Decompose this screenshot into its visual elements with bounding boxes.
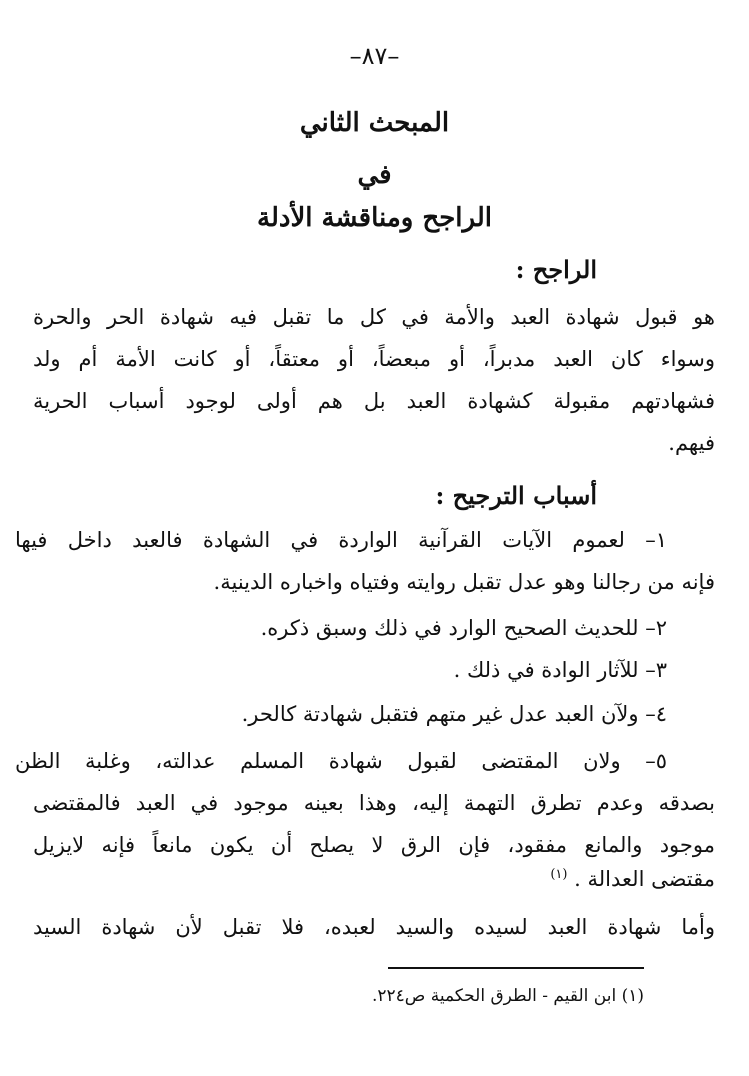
list-item: ٣– للآثار الوادة في ذلك . — [453, 658, 667, 682]
paragraph-line: فشهادتهم مقبولة كشهادة العبد بل هم أولى لوجود أسباب الحرية — [33, 389, 715, 413]
list-item-continuation — [550, 867, 715, 891]
list-item-continuation: موجود والمانع مفقود، فإن الرق لا يصلح أن يكون مانعاً فإنه لايزيل — [33, 833, 715, 857]
page-number: –٨٧– — [349, 42, 400, 70]
paragraph-line: وسواء كان العبد مدبراً، أو مبعضاً، أو معتقاً، أو كانت الأمة أم ولد — [33, 347, 715, 371]
reasons-heading: أسباب الترجيح : — [435, 481, 597, 510]
preferred-heading: الراجح : — [515, 255, 597, 284]
list-item: ١– لعموم الآيات القرآنية الواردة في الشهادة فالعبد داخل فيها — [15, 528, 667, 552]
section-title-connector: في — [357, 160, 392, 190]
section-subtitle: الراجح ومناقشة الأدلة — [257, 203, 492, 233]
list-item-continuation: بصدقه وعدم تطرق التهمة إليه، وهذا بعينه موجود في العبد فالمقتضى — [33, 791, 715, 815]
section-title: المبحث الثاني — [299, 108, 450, 138]
list-item: ٢– للحديث الصحيح الوارد في ذلك وسبق ذكره. — [260, 616, 667, 640]
paragraph-line: هو قبول شهادة العبد والأمة في كل ما تقبل فيه شهادة الحر والحرة — [33, 305, 715, 329]
footnote-divider — [388, 967, 644, 969]
list-item: ٤– ولآن العبد عدل غير متهم فتقبل شهادتة كالحر. — [241, 702, 667, 726]
list-item: ٥– ولان المقتضى لقبول شهادة المسلم عدالته، وغلبة الظن — [15, 749, 667, 773]
footnote: (١) ابن القيم - الطرق الحكمية ص٢٢٤. — [371, 986, 644, 1006]
paragraph-line: فيهم. — [668, 431, 715, 455]
footnote-marker: (١) — [550, 867, 568, 882]
paragraph-line: وأما شهادة العبد لسيده والسيد لعبده، فلا تقبل لأن شهادة السيد — [33, 915, 715, 939]
list-item-continuation: فإنه من رجالنا وهو عدل تقبل روايته وفتياه واخباره الدينية. — [213, 570, 715, 594]
list-item-text: مقتضى العدالة . — [574, 867, 715, 891]
